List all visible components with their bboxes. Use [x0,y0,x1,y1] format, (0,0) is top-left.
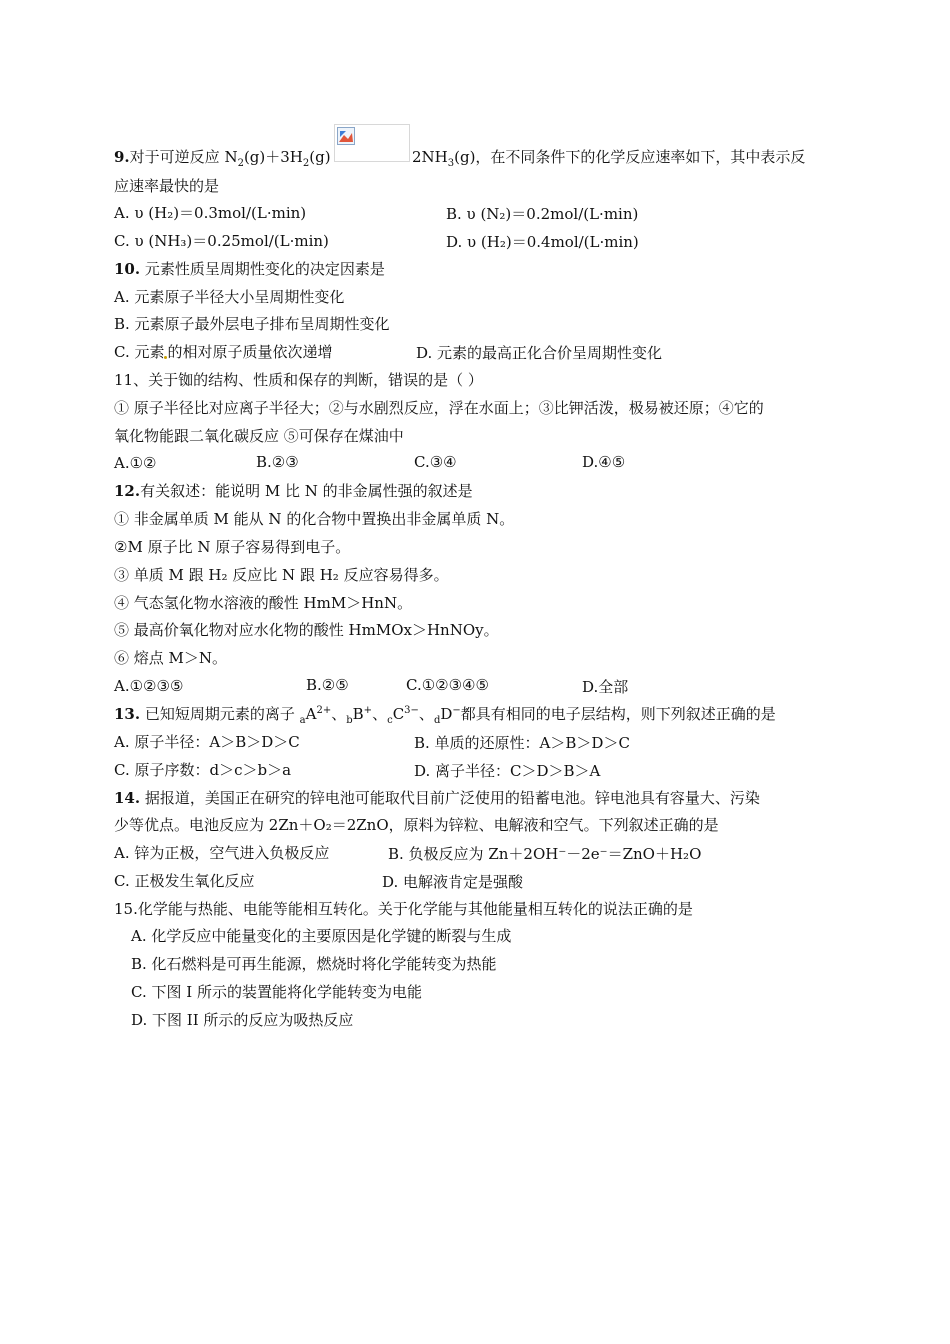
q14-option-c: C. 正极发生氧化反应 [114,872,255,890]
q9-stem-line2: 应速率最快的是 [114,177,220,195]
q9-sub: 3 [447,158,455,169]
q9-stem-part: 2NH [412,148,448,166]
q13-option-b: B. 单质的还原性：A＞B＞D＞C [414,734,630,752]
q11-option-a: A.①② [114,454,157,472]
q13-ion-charge: + [363,705,373,716]
q9-option-b: B. υ (N₂)＝0.2mol/(L·min) [446,205,639,223]
q13-option-c: C. 原子序数：d＞c＞b＞a [114,761,292,779]
q12-statement-5: ⑤ 最高价氧化物对应水化物的酸性 HmMOx＞HnNOy。 [114,621,499,639]
q12-statement-1: ① 非金属单质 M 能从 N 的化合物中置换出非金属单质 N。 [114,510,515,528]
q9-sub: 2 [237,158,244,169]
q13-ion: A [305,705,317,723]
q13-ion-charge: 2+ [316,705,332,716]
q10-option-a: A. 元素原子半径大小呈周期性变化 [114,288,345,306]
q14-stem-line1 [114,788,760,810]
q11-option-b: B.②③ [256,453,299,471]
reversible-arrow-image [334,124,410,162]
q11-stem: 11、关于铷的结构、性质和保存的判断，错误的是（ ） [114,371,483,389]
q11-option-c: C.③④ [414,453,457,471]
q9-stem [114,147,331,169]
q13-stem-part: 已知短周期元素的离子 [140,705,300,723]
q12-stem-text: 有关叙述：能说明 M 比 N 的非金属性强的叙述是 [140,482,473,500]
q13-option-d: D. 离子半径：C＞D＞B＞A [414,762,601,780]
q10-number: 10. [114,260,141,278]
q13-sep: 、 [331,705,347,723]
q12-statement-3: ③ 单质 M 跟 H₂ 反应比 N 跟 H₂ 反应容易得多。 [114,566,449,584]
q10-option-c-part: C. 元素 [114,343,165,361]
q9-sub: 2 [302,158,310,169]
q13-sep: 、 [418,705,434,723]
q9-option-a: A. υ (H₂)＝0.3mol/(L·min) [114,204,307,222]
q13-stem-part: 都具有相同的电子层结构，则下列叙述正确的是 [460,705,776,723]
q14-option-b: B. 负极反应为 Zn＋2OH⁻－2e⁻＝ZnO＋H₂O [388,845,702,863]
q10-option-c [114,342,333,364]
q13-ion-charge: 3− [404,705,419,716]
q13-option-a: A. 原子半径：A＞B＞D＞C [114,733,300,751]
q15-option-a: A. 化学反应中能量变化的主要原因是化学键的断裂与生成 [131,927,512,945]
q9-stem-part: (g)，在不同条件下的化学反应速率如下，其中表示反 [454,148,806,166]
q12-option-d: D.全部 [582,678,629,696]
q10-stem [114,259,385,281]
q10-option-c-part: 的相对原子质量依次递增 [167,343,333,361]
q9-stem-right [412,147,805,169]
q12-option-a: A.①②③⑤ [114,677,184,695]
q13-ion-prefix: c [387,715,393,726]
q9-option-c: C. υ (NH₃)＝0.25mol/(L·min) [114,232,329,250]
q14-stem-text: 据报道，美国正在研究的锌电池可能取代目前广泛使用的铅蓄电池。锌电池具有容量大、污染 [140,789,760,807]
q10-option-d: D. 元素的最高正化合价呈周期性变化 [416,344,663,362]
q12-statement-2: ②M 原子比 N 原子容易得到电子。 [114,538,351,556]
q13-ion: D [440,705,453,723]
q12-option-c: C.①②③④⑤ [406,676,489,694]
q11-statements-line1: ① 原子半径比对应离子半径大；②与水剧烈反应，浮在水面上；③比钾活泼，极易被还原；④它的 [114,399,764,417]
q13-number: 13. [114,705,141,723]
q13-ion-charge: − [452,705,461,716]
q13-ion-prefix: a [299,715,306,726]
q15-option-c: C. 下图 I 所示的装置能将化学能转变为电能 [131,983,422,1001]
q9-number: 9. [114,148,130,166]
q14-stem-line2: 少等优点。电池反应为 2Zn＋O₂＝2ZnO，原料为锌粒、电解液和空气。下列叙述正确的是 [114,816,719,834]
q15-option-d: D. 下图 II 所示的反应为吸热反应 [131,1011,354,1029]
q13-ion: B [352,705,364,723]
q12-stem [114,481,473,503]
q13-ion-prefix: b [346,715,353,726]
q14-option-a: A. 锌为正极，空气进入负极反应 [114,844,330,862]
q13-ion-prefix: d [433,715,441,726]
q10-option-b: B. 元素原子最外层电子排布呈周期性变化 [114,315,390,333]
q12-statement-6: ⑥ 熔点 M＞N。 [114,649,228,667]
q10-stem-text: 元素性质呈周期性变化的决定因素是 [140,260,385,278]
q9-stem-part: 对于可逆反应 N [129,148,238,166]
q13-stem [114,704,776,726]
q13-ion: C [392,705,405,723]
q14-number: 14. [114,789,141,807]
q15-option-b: B. 化石燃料是可再生能源，燃烧时将化学能转变为热能 [131,955,497,973]
q11-statements-line2: 氧化物能跟二氧化碳反应 ⑤可保存在煤油中 [114,427,404,445]
broken-image-icon [337,127,355,145]
q13-sep: 、 [372,705,388,723]
q12-number: 12. [114,482,141,500]
q9-stem-part: (g)＋3H [243,148,303,166]
q11-option-d: D.④⑤ [582,453,626,471]
q12-statement-4: ④ 气态氢化物水溶液的酸性 HmM＞HnN。 [114,594,413,612]
q9-stem-part: (g) [309,148,331,166]
q9-option-d: D. υ (H₂)＝0.4mol/(L·min) [446,233,639,251]
q12-option-b: B.②⑤ [306,676,349,694]
q15-stem: 15.化学能与热能、电能等能相互转化。关于化学能与其他能量相互转化的说法正确的是 [114,900,693,918]
q14-option-d: D. 电解液肯定是强酸 [382,873,524,891]
